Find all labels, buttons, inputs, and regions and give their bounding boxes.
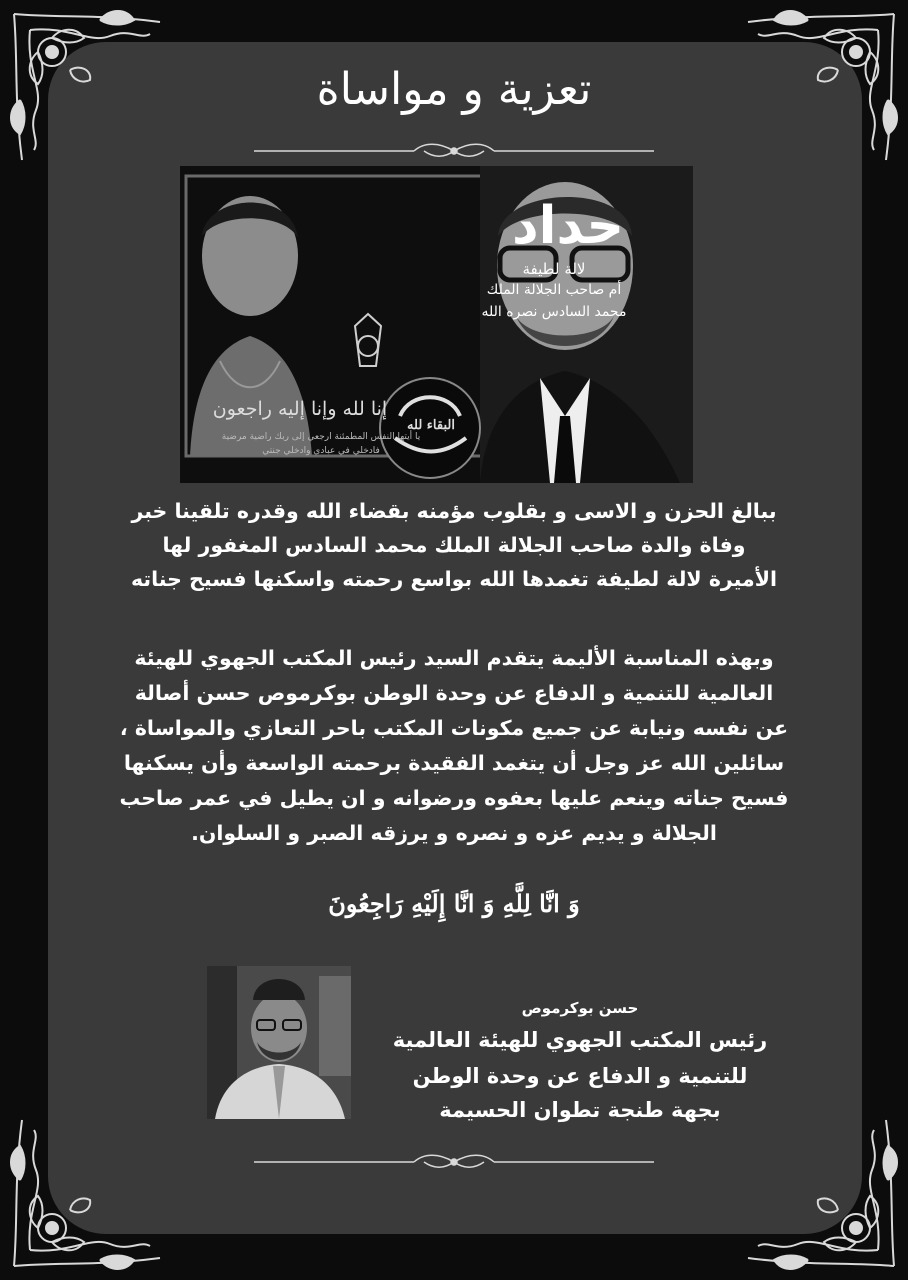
- signer-photo: [207, 966, 351, 1119]
- banner-verse: يا أيتها النفس المطمئنة ارجعي إلى ربك راضية مرضية: [221, 432, 421, 442]
- paragraph-line: عن نفسه ونيابة عن جميع مكونات المكتب باحر التعازي والمواساة ،: [119, 716, 789, 740]
- paragraph-line: الجلالة و يديم عزه و نصره و يرزقه الصبر و السلوان.: [191, 821, 717, 845]
- banner-verse: فادخلي في عبادي وادخلي جنتي: [262, 446, 380, 456]
- closing-verse: وَ انَّا لِلَّهِ وَ انَّا إِلَيْهِ رَاجِعُونَ: [328, 889, 580, 918]
- page-title: تعزية و مواساة: [316, 64, 592, 115]
- paragraph-line: الأميرة لالة لطيفة تغمدها الله بواسع رحمته واسكنها فسيح جناته: [130, 567, 778, 591]
- mourning-banner-image: [180, 166, 693, 483]
- condolence-paragraph-2: [90, 641, 818, 851]
- signer-title-line: للتنمية و الدفاع عن وحدة الوطن: [412, 1064, 748, 1088]
- corner-ornament-bottom-right: [728, 1100, 908, 1280]
- banner-line: محمد السادس نصره الله: [481, 304, 627, 320]
- emblem-calligraphy: البقاء لله: [407, 418, 455, 433]
- paragraph-line: العالمية للتنمية و الدفاع عن وحدة الوطن بوكرموص حسن أصالة: [134, 681, 774, 705]
- corner-ornament-bottom-left: [0, 1100, 180, 1280]
- banner-line: أم صاحب الجلالة الملك: [486, 282, 622, 298]
- banner-heading: حداد: [511, 196, 625, 256]
- paragraph-line: وبهذه المناسبة الأليمة يتقدم السيد رئيس المكتب الجهوي للهيئة: [134, 646, 774, 670]
- divider-ornament-bottom: [0, 1151, 908, 1173]
- paragraph-line: ببالغ الحزن و الاسى و بقلوب مؤمنه بقضاء الله وقدره تلقينا خبر: [131, 499, 777, 523]
- banner-quran-calligraphy: إنا لله وإنا إليه راجعون: [212, 398, 388, 420]
- condolence-paragraph-1: [90, 494, 818, 596]
- paragraph-line: وفاة والدة صاحب الجلالة الملك محمد السادس المغفور لها: [162, 533, 746, 557]
- signer-title-line: بجهة طنجة تطوان الحسيمة: [439, 1098, 721, 1122]
- banner-line: لالة لطيفة: [522, 260, 586, 278]
- signer-name: حسن بوكرموص: [521, 999, 639, 1017]
- paragraph-line: سائلين الله عز وجل أن يتغمد الفقيدة برحمته الواسعة وأن يسكنها: [123, 751, 785, 775]
- divider-ornament-top: [0, 140, 908, 162]
- signer-title-line: رئيس المكتب الجهوي للهيئة العالمية: [392, 1028, 768, 1052]
- paragraph-line: فسيح جناته وينعم عليها بعفوه ورضوانه و ان يطيل في عمر صاحب: [119, 786, 789, 810]
